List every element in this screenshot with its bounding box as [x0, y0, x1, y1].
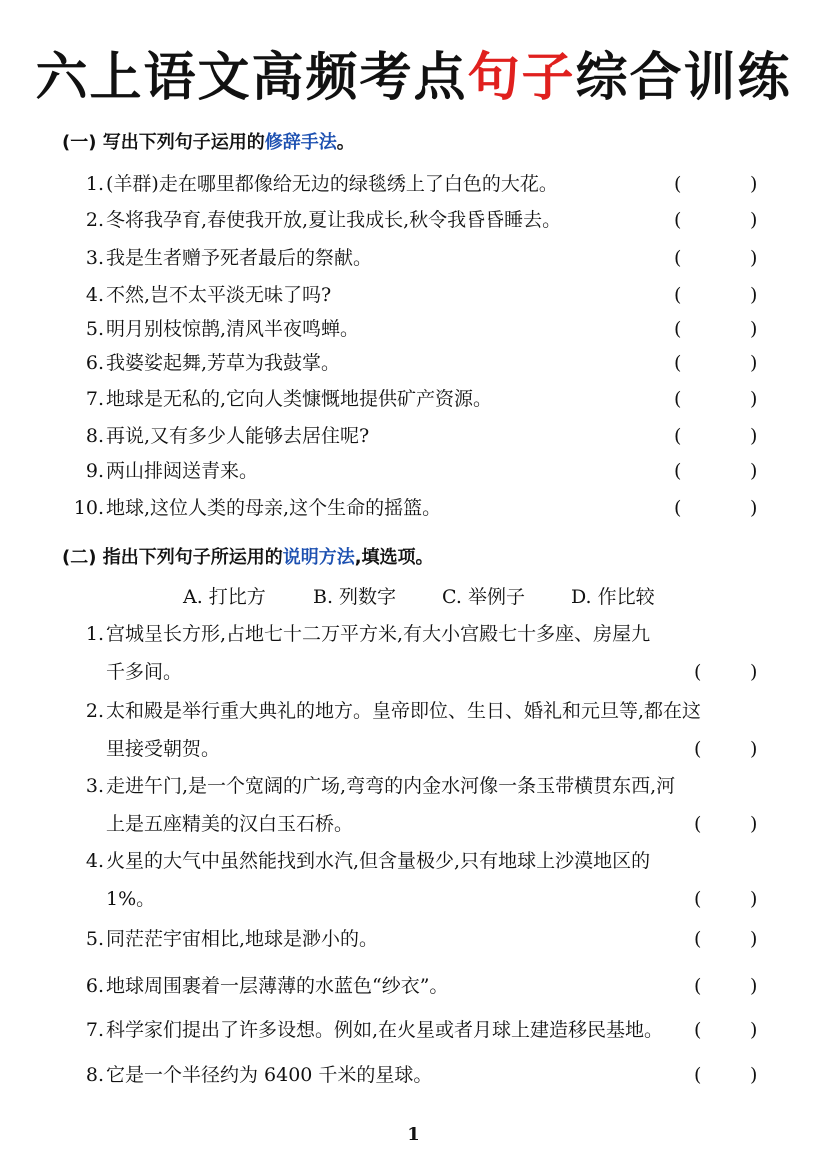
section1-prefix: (一) 写出下列句子运用的 — [62, 132, 265, 153]
answer-close-paren[interactable]: ) — [750, 352, 758, 374]
answer-close-paren[interactable]: ) — [750, 497, 758, 519]
answer-open-paren[interactable]: ( — [694, 928, 702, 950]
item-number: 2. — [85, 209, 104, 231]
answer-close-paren[interactable]: ) — [750, 388, 758, 410]
item-number: 4. — [85, 284, 104, 306]
answer-close-paren[interactable]: ) — [750, 173, 758, 195]
item-text-line2: 1%。 — [106, 888, 156, 910]
answer-open-paren[interactable]: ( — [674, 352, 682, 374]
item-text-line1: 它是一个半径约为 6400 千米的星球。 — [106, 1064, 433, 1086]
item-number: 5. — [85, 928, 104, 950]
title-highlight: 句子 — [467, 48, 576, 108]
item-text-line2: 上是五座精美的汉白玉石桥。 — [106, 813, 354, 835]
section2-emphasis: 说明方法 — [282, 547, 355, 568]
option-b: B. 列数字 — [313, 586, 397, 608]
item-number: 1. — [85, 173, 104, 195]
answer-open-paren[interactable]: ( — [694, 888, 702, 910]
item-text-line1: 地球周围裹着一层薄薄的水蓝色“纱衣”。 — [106, 975, 449, 997]
option-c: C. 举例子 — [442, 586, 525, 608]
item-number: 5. — [85, 318, 104, 340]
section2-prefix: (二) 指出下列句子所运用的 — [62, 547, 283, 568]
answer-open-paren[interactable]: ( — [674, 247, 682, 269]
answer-close-paren[interactable]: ) — [750, 460, 758, 482]
answer-open-paren[interactable]: ( — [674, 209, 682, 231]
item-text: 地球是无私的,它向人类慷慨地提供矿产资源。 — [106, 388, 493, 410]
item-text: 地球,这位人类的母亲,这个生命的摇篮。 — [106, 497, 442, 519]
section2-heading — [62, 546, 434, 570]
answer-open-paren[interactable]: ( — [694, 975, 702, 997]
answer-open-paren[interactable]: ( — [674, 284, 682, 306]
answer-close-paren[interactable]: ) — [750, 975, 758, 997]
item-number: 4. — [85, 850, 104, 872]
option-d: D. 作比较 — [571, 586, 655, 608]
item-number: 6. — [85, 975, 104, 997]
item-text-line1: 火星的大气中虽然能找到水汽,但含量极少,只有地球上沙漠地区的 — [106, 850, 651, 872]
answer-open-paren[interactable]: ( — [674, 318, 682, 340]
section2-item — [0, 973, 827, 1003]
title-part1: 六上语文高频考点 — [35, 48, 468, 108]
section2-item — [0, 926, 827, 956]
item-text: 再说,又有多少人能够去居住呢? — [106, 425, 370, 447]
answer-open-paren[interactable]: ( — [674, 173, 682, 195]
answer-close-paren[interactable]: ) — [750, 1064, 758, 1086]
section2-item — [0, 1062, 827, 1092]
item-number: 2. — [85, 700, 104, 722]
section2-suffix: ,填选项。 — [354, 547, 434, 568]
answer-close-paren[interactable]: ) — [750, 738, 758, 760]
answer-open-paren[interactable]: ( — [674, 425, 682, 447]
item-number: 7. — [85, 1019, 104, 1041]
item-number: 1. — [85, 623, 104, 645]
item-text: 我婆娑起舞,芳草为我鼓掌。 — [106, 352, 341, 374]
section2-item — [0, 1017, 827, 1047]
answer-open-paren[interactable]: ( — [674, 497, 682, 519]
item-text-line2: 千多间。 — [106, 661, 183, 683]
answer-close-paren[interactable]: ) — [750, 425, 758, 447]
answer-close-paren[interactable]: ) — [750, 813, 758, 835]
answer-open-paren[interactable]: ( — [674, 388, 682, 410]
item-text-line1: 同茫茫宇宙相比,地球是渺小的。 — [106, 928, 379, 950]
item-text: 冬将我孕育,春使我开放,夏让我成长,秋令我昏昏睡去。 — [106, 209, 562, 231]
answer-close-paren[interactable]: ) — [750, 209, 758, 231]
option-a: A. 打比方 — [183, 586, 266, 608]
item-text: 两山排闼送青来。 — [106, 460, 259, 482]
item-text: (羊群)走在哪里都像给无边的绿毯绣上了白色的大花。 — [106, 173, 558, 195]
item-number: 7. — [85, 388, 104, 410]
answer-open-paren[interactable]: ( — [694, 813, 702, 835]
answer-close-paren[interactable]: ) — [750, 661, 758, 683]
item-number: 3. — [85, 247, 104, 269]
section1-suffix: 。 — [336, 132, 355, 153]
item-text: 我是生者赠予死者最后的祭献。 — [106, 247, 373, 269]
answer-close-paren[interactable]: ) — [750, 1019, 758, 1041]
item-text: 明月别枝惊鹊,清风半夜鸣蝉。 — [106, 318, 360, 340]
section2-item — [0, 698, 827, 768]
section1-heading — [62, 131, 355, 155]
item-text-line1: 太和殿是举行重大典礼的地方。皇帝即位、生日、婚礼和元旦等,都在这 — [106, 700, 702, 722]
section1-emphasis: 修辞手法 — [264, 132, 337, 153]
title-part2: 综合训练 — [575, 48, 792, 108]
item-text-line1: 科学家们提出了许多设想。例如,在火星或者月球上建造移民基地。 — [106, 1019, 664, 1041]
section2-item — [0, 848, 827, 918]
answer-close-paren[interactable]: ) — [750, 247, 758, 269]
item-text: 不然,岂不太平淡无味了吗? — [106, 284, 332, 306]
item-text-line2: 里接受朝贺。 — [106, 738, 221, 760]
answer-close-paren[interactable]: ) — [750, 928, 758, 950]
item-number: 3. — [85, 775, 104, 797]
item-number: 10. — [73, 497, 104, 519]
answer-close-paren[interactable]: ) — [750, 284, 758, 306]
item-text-line1: 走进午门,是一个宽阔的广场,弯弯的内金水河像一条玉带横贯东西,河 — [106, 775, 676, 797]
answer-close-paren[interactable]: ) — [750, 318, 758, 340]
answer-open-paren[interactable]: ( — [674, 460, 682, 482]
item-text-line1: 宫城呈长方形,占地七十二万平方米,有大小宫殿七十多座、房屋九 — [106, 623, 651, 645]
item-number: 6. — [85, 352, 104, 374]
answer-close-paren[interactable]: ) — [750, 888, 758, 910]
section2-item — [0, 773, 827, 843]
answer-open-paren[interactable]: ( — [694, 661, 702, 683]
item-number: 9. — [85, 460, 104, 482]
page-title — [0, 46, 827, 110]
section2-item — [0, 621, 827, 691]
item-number: 8. — [85, 425, 104, 447]
answer-open-paren[interactable]: ( — [694, 1019, 702, 1041]
answer-open-paren[interactable]: ( — [694, 1064, 702, 1086]
item-number: 8. — [85, 1064, 104, 1086]
answer-open-paren[interactable]: ( — [694, 738, 702, 760]
page-number: 1 — [407, 1124, 420, 1145]
